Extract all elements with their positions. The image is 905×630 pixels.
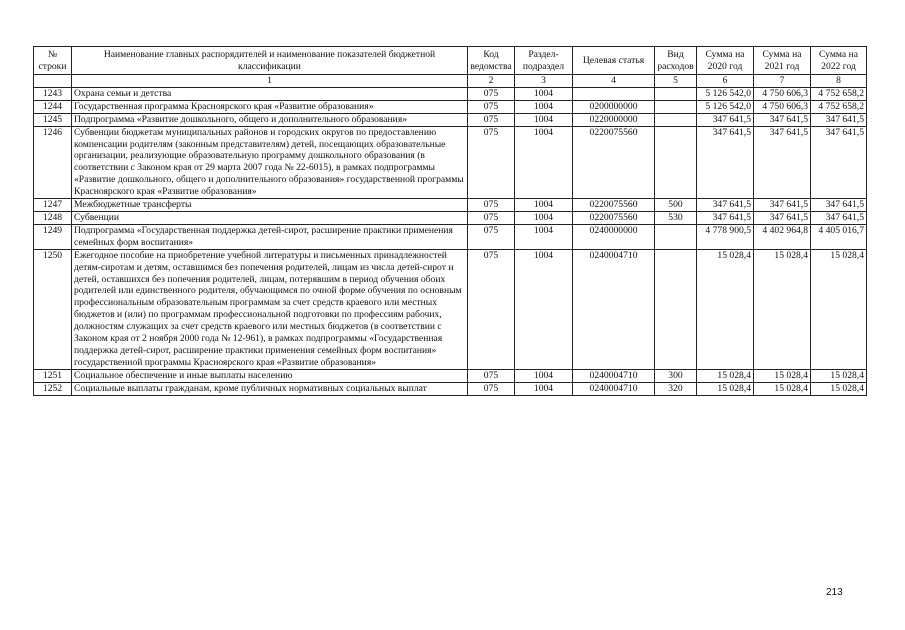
column-number: 3 bbox=[515, 75, 573, 88]
table-row bbox=[34, 113, 867, 126]
header-department-code: Код ведомства bbox=[468, 47, 515, 75]
row-expense-type bbox=[655, 100, 697, 113]
row-expense-type bbox=[655, 249, 697, 369]
row-target-article bbox=[573, 87, 655, 100]
row-section: 1004 bbox=[515, 87, 573, 100]
row-sum-2021: 347 641,5 bbox=[754, 199, 811, 212]
row-name: Подпрограмма «Развитие дошкольного, общего и дополнительного образования» bbox=[72, 113, 468, 126]
table-body bbox=[34, 87, 867, 395]
row-sum-2021: 15 028,4 bbox=[754, 369, 811, 382]
table-row bbox=[34, 382, 867, 395]
column-number: 5 bbox=[655, 75, 697, 88]
row-target-article: 0220075560 bbox=[573, 126, 655, 198]
row-section: 1004 bbox=[515, 126, 573, 198]
row-name: Охрана семьи и детства bbox=[72, 87, 468, 100]
row-sum-2020: 15 028,4 bbox=[697, 382, 754, 395]
row-expense-type bbox=[655, 126, 697, 198]
column-number: 8 bbox=[811, 75, 867, 88]
row-expense-type bbox=[655, 224, 697, 249]
table-row bbox=[34, 224, 867, 249]
row-sum-2020: 15 028,4 bbox=[697, 249, 754, 369]
row-expense-type bbox=[655, 87, 697, 100]
budget-table-page bbox=[33, 46, 866, 396]
row-target-article: 0240000000 bbox=[573, 224, 655, 249]
row-number: 1250 bbox=[34, 249, 72, 369]
header-sum-2020: Сумма на 2020 год bbox=[697, 47, 754, 75]
row-sum-2020: 15 028,4 bbox=[697, 369, 754, 382]
row-name: Подпрограмма «Государственная поддержка детей-сирот, расширение практики применения семейных форм воспитания» bbox=[72, 224, 468, 249]
row-name: Ежегодное пособие на приобретение учебной литературы и письменных принадлежностей детям-сиротам и детям, оставшимся без попечения родителей, лицам из числа детей-сирот и детей, оставшихся без попечения родителей, лицам, потерявшим в период обучения обоих родителей или единственного родителя, обучающимся по очной форме обучения по основным профессиональным образовательным программам за счет средств краевого или местных бюджетов и (или) по программам профессиональной подготовки по профессиям рабочих, должностям служащих за счет средств краевого или местных бюджетов (в соответствии с Законом края от 2 ноября 2000 года № 12-961), в рамках подпрограммы «Государственная поддержка детей-сирот, расширение практики применения семейных форм воспитания» государственной программы Красноярского края «Развитие образования» bbox=[72, 249, 468, 369]
row-target-article: 0200000000 bbox=[573, 100, 655, 113]
row-department-code: 075 bbox=[468, 249, 515, 369]
row-name: Социальные выплаты гражданам, кроме публичных нормативных социальных выплат bbox=[72, 382, 468, 395]
table-row bbox=[34, 369, 867, 382]
row-expense-type: 500 bbox=[655, 199, 697, 212]
row-sum-2021: 4 750 606,3 bbox=[754, 87, 811, 100]
row-department-code: 075 bbox=[468, 113, 515, 126]
row-expense-type: 300 bbox=[655, 369, 697, 382]
row-section: 1004 bbox=[515, 100, 573, 113]
row-section: 1004 bbox=[515, 382, 573, 395]
row-number: 1244 bbox=[34, 100, 72, 113]
row-department-code: 075 bbox=[468, 224, 515, 249]
row-sum-2021: 4 750 606,3 bbox=[754, 100, 811, 113]
row-number: 1246 bbox=[34, 126, 72, 198]
table-row bbox=[34, 87, 867, 100]
table-row bbox=[34, 211, 867, 224]
row-section: 1004 bbox=[515, 211, 573, 224]
row-department-code: 075 bbox=[468, 100, 515, 113]
table-row bbox=[34, 100, 867, 113]
row-name: Межбюджетные трансферты bbox=[72, 199, 468, 212]
row-sum-2020: 5 126 542,0 bbox=[697, 87, 754, 100]
header-target-article: Целевая статья bbox=[573, 47, 655, 75]
header-name: Наименование главных распорядителей и наименование показателей бюджетной классификации bbox=[72, 47, 468, 75]
row-name: Субвенции bbox=[72, 211, 468, 224]
row-department-code: 075 bbox=[468, 199, 515, 212]
row-target-article: 0240004710 bbox=[573, 249, 655, 369]
table-row bbox=[34, 126, 867, 198]
row-department-code: 075 bbox=[468, 87, 515, 100]
budget-table bbox=[33, 46, 867, 396]
row-target-article: 0220000000 bbox=[573, 113, 655, 126]
header-section: Раздел-подраздел bbox=[515, 47, 573, 75]
row-department-code: 075 bbox=[468, 126, 515, 198]
row-section: 1004 bbox=[515, 249, 573, 369]
row-sum-2022: 4 405 016,7 bbox=[811, 224, 867, 249]
row-target-article: 0220075560 bbox=[573, 199, 655, 212]
row-section: 1004 bbox=[515, 113, 573, 126]
row-department-code: 075 bbox=[468, 369, 515, 382]
row-number: 1252 bbox=[34, 382, 72, 395]
row-sum-2022: 15 028,4 bbox=[811, 249, 867, 369]
header-row-number: № строки bbox=[34, 47, 72, 75]
row-number: 1247 bbox=[34, 199, 72, 212]
row-number: 1251 bbox=[34, 369, 72, 382]
row-sum-2020: 347 641,5 bbox=[697, 113, 754, 126]
row-sum-2022: 347 641,5 bbox=[811, 211, 867, 224]
row-sum-2020: 347 641,5 bbox=[697, 126, 754, 198]
row-sum-2022: 347 641,5 bbox=[811, 199, 867, 212]
row-sum-2022: 347 641,5 bbox=[811, 126, 867, 198]
row-expense-type bbox=[655, 113, 697, 126]
row-number: 1243 bbox=[34, 87, 72, 100]
row-sum-2022: 4 752 658,2 bbox=[811, 87, 867, 100]
row-number: 1249 bbox=[34, 224, 72, 249]
row-sum-2020: 5 126 542,0 bbox=[697, 100, 754, 113]
header-expense-type: Вид расходов bbox=[655, 47, 697, 75]
header-sum-2021: Сумма на 2021 год bbox=[754, 47, 811, 75]
row-name: Субвенции бюджетам муниципальных районов и городских округов по предоставлению компенсации родителям (законным представителям) детей, посещающих образовательные организации, реализующие образовательную программу дошкольного образования (в соответствии с Законом края от 29 марта 2007 года № 22-6015), в рамках подпрограммы «Развитие дошкольного, общего и дополнительного образования» государственной программы Красноярского края «Развитие образования» bbox=[72, 126, 468, 198]
row-number: 1248 bbox=[34, 211, 72, 224]
row-sum-2020: 4 778 900,5 bbox=[697, 224, 754, 249]
table-row bbox=[34, 249, 867, 369]
table-header bbox=[34, 47, 867, 88]
header-sum-2022: Сумма на 2022 год bbox=[811, 47, 867, 75]
row-department-code: 075 bbox=[468, 211, 515, 224]
row-expense-type: 320 bbox=[655, 382, 697, 395]
column-number: 2 bbox=[468, 75, 515, 88]
row-number: 1245 bbox=[34, 113, 72, 126]
row-sum-2021: 15 028,4 bbox=[754, 249, 811, 369]
column-number: 7 bbox=[754, 75, 811, 88]
row-name: Государственная программа Красноярского края «Развитие образования» bbox=[72, 100, 468, 113]
row-name: Социальное обеспечение и иные выплаты населению bbox=[72, 369, 468, 382]
row-sum-2022: 347 641,5 bbox=[811, 113, 867, 126]
row-expense-type: 530 bbox=[655, 211, 697, 224]
table-row bbox=[34, 199, 867, 212]
column-number bbox=[34, 75, 72, 88]
row-sum-2021: 347 641,5 bbox=[754, 113, 811, 126]
row-sum-2020: 347 641,5 bbox=[697, 211, 754, 224]
column-number: 6 bbox=[697, 75, 754, 88]
column-number: 4 bbox=[573, 75, 655, 88]
row-sum-2020: 347 641,5 bbox=[697, 199, 754, 212]
row-department-code: 075 bbox=[468, 382, 515, 395]
column-number: 1 bbox=[72, 75, 468, 88]
row-sum-2021: 347 641,5 bbox=[754, 126, 811, 198]
row-target-article: 0240004710 bbox=[573, 382, 655, 395]
row-sum-2021: 15 028,4 bbox=[754, 382, 811, 395]
row-section: 1004 bbox=[515, 199, 573, 212]
row-sum-2022: 4 752 658,2 bbox=[811, 100, 867, 113]
column-number-row bbox=[34, 75, 867, 88]
row-sum-2022: 15 028,4 bbox=[811, 369, 867, 382]
row-target-article: 0240004710 bbox=[573, 369, 655, 382]
row-sum-2022: 15 028,4 bbox=[811, 382, 867, 395]
row-target-article: 0220075560 bbox=[573, 211, 655, 224]
row-sum-2021: 4 402 964,8 bbox=[754, 224, 811, 249]
row-sum-2021: 347 641,5 bbox=[754, 211, 811, 224]
row-section: 1004 bbox=[515, 224, 573, 249]
row-section: 1004 bbox=[515, 369, 573, 382]
page-number: 213 bbox=[826, 587, 843, 598]
